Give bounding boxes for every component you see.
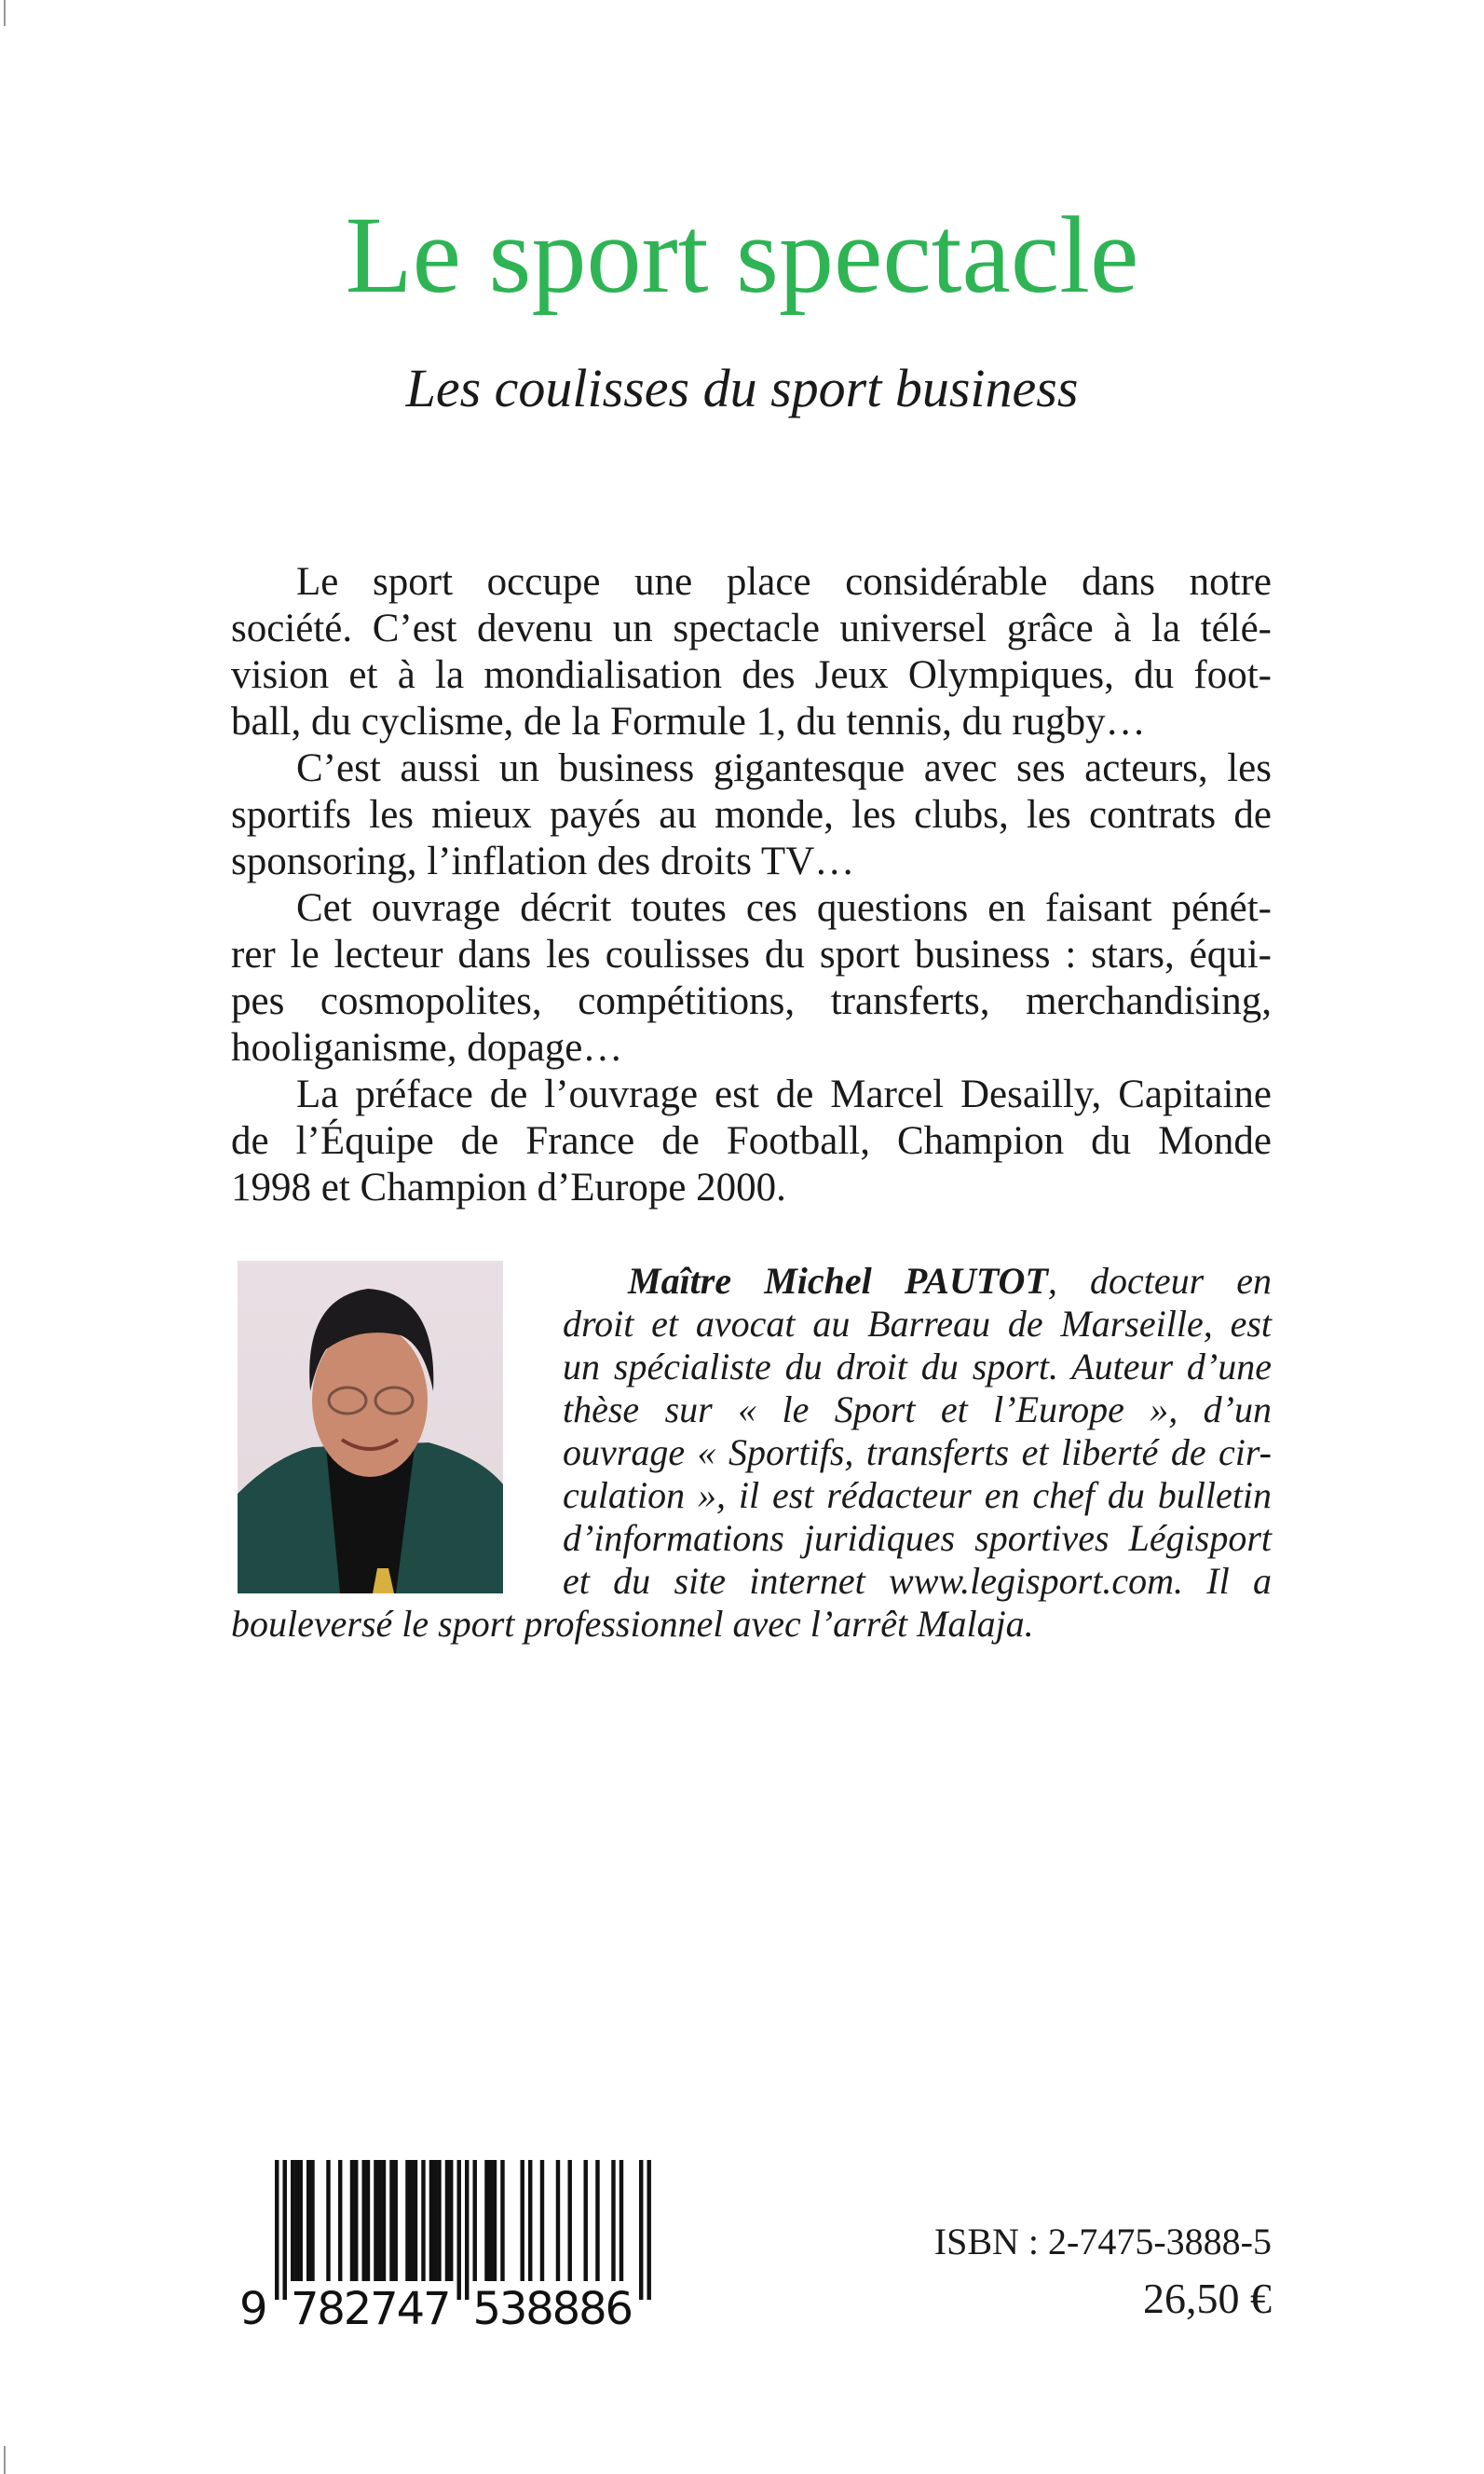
barcode-bar	[362, 2160, 366, 2281]
bio-text: , docteur en	[1047, 1260, 1272, 1302]
blurb-line: Cet ouvrage décrit toutes ces questions en faisant pénét-	[296, 886, 1272, 930]
barcode-bar	[294, 2160, 298, 2281]
crop-mark-top	[4, 0, 6, 26]
price: 26,50 €	[1143, 2275, 1272, 2322]
barcode-bar	[378, 2160, 382, 2281]
barcode-bar	[521, 2160, 524, 2281]
bio-line	[563, 1260, 1272, 1303]
barcode-bar	[528, 2160, 532, 2281]
barcode-bar	[647, 2160, 651, 2300]
barcode-bar	[568, 2160, 572, 2281]
barcode-bar	[619, 2160, 623, 2281]
barcode-bar	[556, 2160, 560, 2281]
barcode-bar	[299, 2160, 303, 2281]
barcode-bar	[437, 2160, 441, 2281]
barcode-bar	[275, 2160, 279, 2300]
barcode-digits: 538886	[472, 2283, 633, 2335]
barcode-bar	[493, 2160, 497, 2281]
barcode-bar	[410, 2160, 414, 2281]
crop-mark-bottom	[4, 2446, 6, 2474]
barcode-bar	[310, 2160, 314, 2281]
barcode-bar	[421, 2160, 425, 2281]
barcode-bar	[326, 2160, 330, 2281]
barcode-bar	[449, 2160, 453, 2281]
blurb-line: Le sport occupe une place considérable dans notre	[296, 560, 1272, 604]
blurb-line: vision et à la mondialisation des Jeux Olympiques, du foot-	[231, 653, 1272, 697]
barcode-digits: 782747	[291, 2283, 452, 2335]
barcode-bar	[389, 2160, 393, 2281]
blurb-line: rer le lecteur dans les coulisses du sport business : stars, équi-	[231, 933, 1272, 977]
blurb-line: La préface de l’ouvrage est de Marcel Desailly, Capitaine	[296, 1073, 1272, 1116]
barcode-bar	[350, 2160, 354, 2281]
barcode-bar	[445, 2160, 449, 2281]
blurb-line: sponsoring, l’inflation des droits TV…	[231, 840, 855, 883]
barcode-bar	[433, 2160, 437, 2281]
barcode-bar	[382, 2160, 386, 2281]
barcode-digits: 9	[239, 2283, 268, 2335]
bio-line: d’informations juridiques sportives Légisport	[563, 1517, 1272, 1559]
bio-line: ouvrage « Sportifs, transferts et liberté de cir-	[563, 1431, 1272, 1473]
barcode-bar	[611, 2160, 615, 2281]
barcode-bar	[394, 2160, 398, 2281]
isbn: ISBN : 2-7475-3888-5	[933, 2221, 1272, 2262]
barcode-bar	[306, 2160, 310, 2281]
barcode-bar	[354, 2160, 358, 2281]
bio-line: thèse sur « le Sport et l’Europe », d’un	[563, 1388, 1272, 1430]
blurb-text	[231, 559, 1272, 1211]
barcode	[224, 2158, 671, 2335]
barcode-bar	[283, 2160, 287, 2300]
book-subtitle: Les coulisses du sport business	[405, 358, 1079, 418]
bio-line: culation », il est rédacteur en chef du bulletin	[563, 1474, 1272, 1516]
barcode-bar	[595, 2160, 599, 2281]
barcode-bar	[414, 2160, 417, 2281]
barcode-bar	[584, 2160, 588, 2281]
bio-line: droit et avocat au Barreau de Marseille, est	[563, 1303, 1272, 1345]
barcode-bar	[473, 2160, 477, 2281]
barcode-bar	[540, 2160, 544, 2281]
author-bio	[231, 1260, 1272, 1646]
barcode-bar	[489, 2160, 493, 2281]
blurb-line: sportifs les mieux payés au monde, les clubs, les contrats de	[231, 793, 1272, 837]
barcode-bar	[291, 2160, 294, 2281]
barcode-bar	[639, 2160, 643, 2300]
barcode-bar	[405, 2160, 409, 2281]
barcode-bar	[366, 2160, 370, 2281]
blurb-line: société. C’est devenu un spectacle universel grâce à la télé-	[231, 607, 1272, 650]
barcode-bar	[457, 2160, 461, 2300]
bio-line: un spécialiste du droit du sport. Auteur d’une	[563, 1346, 1272, 1387]
blurb-line: 1998 et Champion d’Europe 2000.	[231, 1166, 786, 1210]
blurb-line: de l’Équipe de France de Football, Champion du Monde	[231, 1119, 1272, 1163]
author-name: Maître Michel PAUTOT	[628, 1260, 1048, 1302]
barcode-bar	[429, 2160, 433, 2281]
barcode-bar	[465, 2160, 469, 2300]
blurb-line: hooliganisme, dopage…	[231, 1026, 623, 1070]
blurb-line: C’est aussi un business gigantesque avec ses acteurs, les	[296, 746, 1272, 790]
barcode-bar	[484, 2160, 488, 2281]
book-title: Le sport spectacle	[345, 194, 1139, 316]
barcode-bar	[500, 2160, 504, 2281]
bio-line: et du site internet www.legisport.com. Il a	[563, 1560, 1272, 1602]
blurb-line: ball, du cyclisme, de la Formule 1, du tennis, du rugby…	[231, 700, 1146, 744]
blurb-line: pes cosmopolites, compétitions, transferts, merchandising,	[231, 979, 1272, 1023]
barcode-bar	[374, 2160, 377, 2281]
bio-line: bouleversé le sport professionnel avec l’arrêt Malaja.	[231, 1603, 1034, 1645]
barcode-bar	[338, 2160, 342, 2281]
